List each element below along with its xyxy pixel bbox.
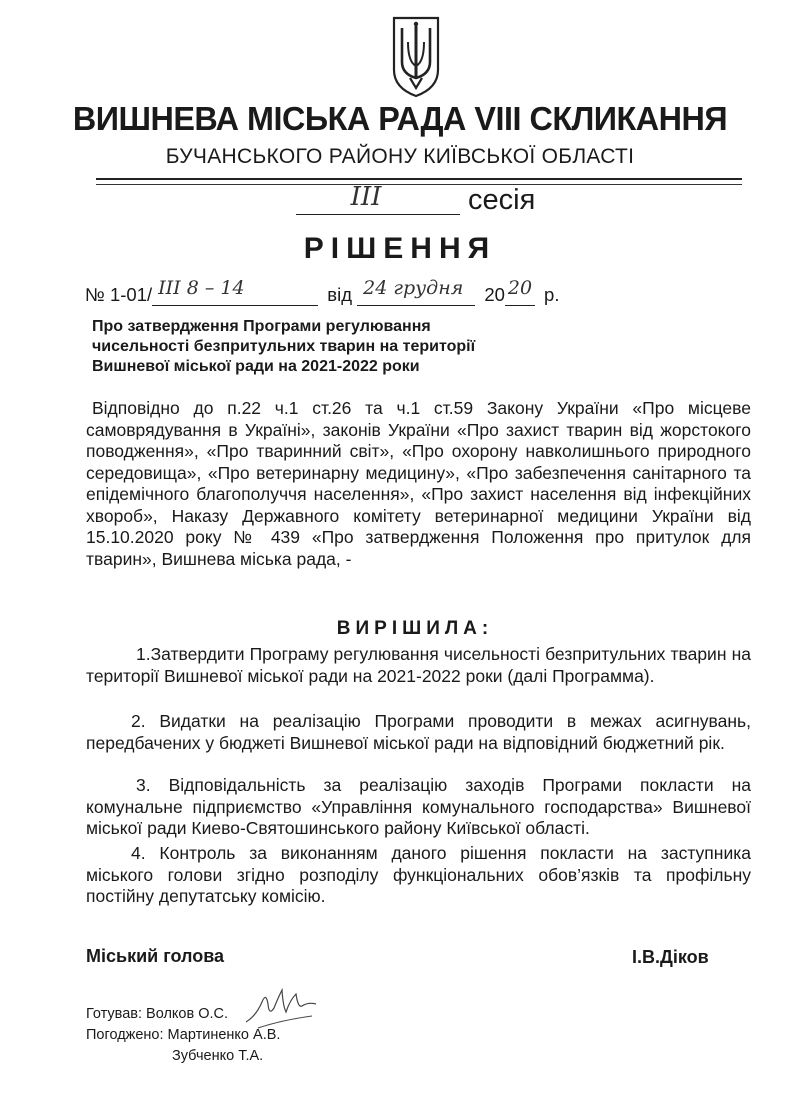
session-underline: [296, 214, 460, 215]
subject-line: Вишневої міської ради на 2021-2022 роки: [92, 358, 420, 375]
year-handwritten: 20: [507, 277, 533, 299]
decision-item-4: 4. Контроль за виконанням даного рішення покласти на заступника міського голови згідно розподілу функціональних обов’язків та профільну постійну депутатську комісію.: [86, 843, 751, 906]
year-prefix: 20: [484, 284, 505, 305]
year-suffix: р.: [544, 284, 560, 305]
document-title: РІШЕННЯ: [303, 232, 497, 265]
decision-item-1: 1.Затвердити Програму регулювання чисельності безпритульних тварин на території Вишневої міської ради на 2021-2022 роки (далі Программа).: [86, 644, 751, 686]
trident-emblem-icon: [388, 12, 444, 100]
session-number-handwritten: III: [350, 182, 382, 212]
mayor-title: Міський голова: [86, 946, 225, 966]
council-name: ВИШНЕВА МІСЬКА РАДА VIII СКЛИКАННЯ: [72, 100, 728, 137]
approved-by: Погоджено: Мартиненко А.В.: [86, 1027, 281, 1043]
header-divider: [96, 178, 742, 180]
number-field: [152, 277, 318, 306]
subject-line: чисельності безпритульних тварин на території: [92, 338, 476, 355]
session-label: сесія: [468, 184, 536, 216]
resolved-heading: ВИРІШИЛА:: [336, 618, 494, 639]
decision-item-2: 2. Видатки на реалізацію Програми проводити в межах асигнувань, передбачених у бюджеті Вишневої міської ради на відповідний бюджетний рік.: [86, 711, 751, 753]
prepared-by: Готував: Волков О.С.: [86, 1006, 229, 1022]
number-prefix: № 1-01/: [85, 284, 153, 305]
year-field: [505, 277, 535, 306]
prepared-block: [86, 1004, 280, 1067]
mayor-name: І.В.Діков: [632, 947, 709, 967]
subject-line: Про затвердження Програми регулювання: [92, 318, 431, 335]
date-field: [357, 277, 475, 306]
decision-item-3: 3. Відповідальність за реалізацію заходів Програми покласти на комунальне підприємство «Управління комунального господарства» Вишневої міської ради Киево-Святошинського району Київської області.: [86, 775, 751, 838]
approved-by-2: Зубченко Т.А.: [172, 1048, 264, 1064]
preamble-paragraph: Відповідно до п.22 ч.1 ст.26 та ч.1 ст.59 Закону України «Про місцеве самоврядування в Україні», законів України «Про захист тварин від жорстокого поводження», «Про тваринний світ», «Про охорону навколишнього природного середовища», «Про ветеринарну медицину», «Про забезпечення санітарного та епідемічного благополуччя населення», «Про захист населення від інфекційних хвороб», Наказу Державного комітету ветеринарної медицини України від 15.10.2020 року № 439 «Про затвердження Положення про притулок для тварин», Вишнева міська рада, -: [86, 398, 751, 569]
district-name: БУЧАНСЬКОГО РАЙОНУ КИЇВСЬКОЇ ОБЛАСТІ: [165, 145, 635, 168]
number-handwritten: III 8 – 14: [158, 277, 245, 299]
document-number-row: [85, 277, 560, 306]
decision-subject: [92, 317, 532, 377]
date-handwritten: 24 грудня: [363, 277, 464, 299]
date-prefix: від: [327, 284, 353, 305]
header-divider-thin: [96, 184, 742, 185]
